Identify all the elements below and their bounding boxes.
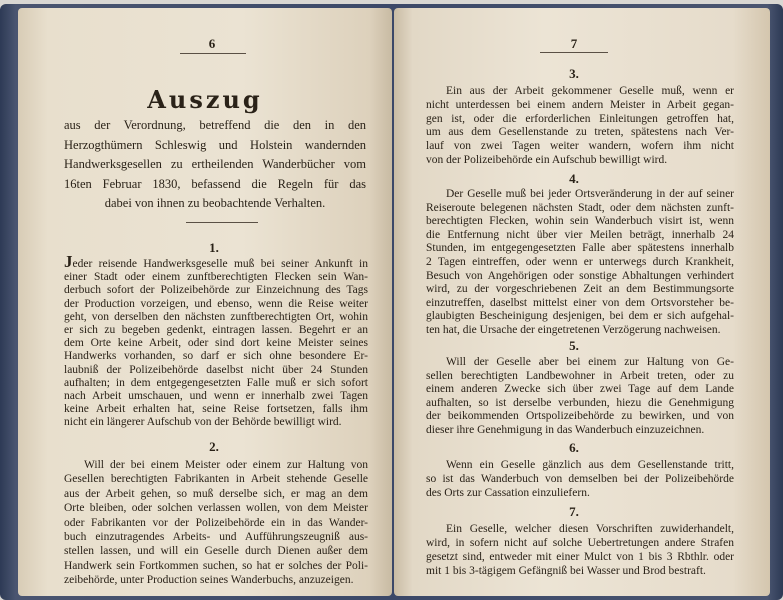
text-line-content: derbuch sofort der Polizeibehörde zur Einzeichnung des Tags — [64, 284, 368, 297]
text-line — [426, 356, 734, 370]
text-line — [426, 324, 734, 338]
text-line — [426, 564, 734, 578]
text-line — [64, 116, 366, 136]
text-line-content: aufhalten; in dem entgegengesetzten Falle muß er sich sofort — [64, 376, 368, 389]
text-line-content: Besuch von Angehörigen oder sonstige Abhaltungen verhindert — [426, 269, 734, 282]
divider — [540, 52, 608, 53]
text-line-content: dabei von ihnen zu beobachtende Verhalten. — [104, 196, 326, 210]
text-line-content: geht, von derselben den nächsten zunftberechtigten Ort, wohin — [64, 310, 368, 323]
text-line-content: aus der Verordnung, betreffend die den in den — [64, 118, 366, 132]
text-line-content: Jeder reisende Handwerksgeselle muß bei seiner Ankunft in — [64, 252, 368, 271]
text-line-content: Handwerk sein Fortkommen suchen, so hat er solches der Poli- — [64, 559, 368, 572]
text-line — [64, 458, 368, 472]
text-line — [64, 311, 368, 324]
text-line — [64, 472, 368, 486]
divider — [186, 222, 258, 223]
text-line — [426, 550, 734, 564]
text-line-content: dieser ihre Genehmigung in das Wanderbuch einzuzeichnen. — [426, 423, 705, 436]
section-number: 3. — [569, 66, 579, 81]
text-line — [426, 424, 734, 438]
section-number: 7. — [569, 504, 579, 519]
section-number: 5. — [569, 338, 579, 353]
text-line — [426, 536, 734, 550]
text-line — [426, 472, 734, 486]
text-line-content: der beikommenden Ortspolizeibehörde zu bewirken, und von — [426, 410, 734, 423]
text-line-content: die Entfernung nicht über vier Meilen beträgt, innerhalb 24 — [426, 228, 734, 241]
text-line-content: buch einzutragendes Arbeits- und Aufführungszeugniß aus- — [64, 530, 368, 543]
text-line — [64, 350, 368, 363]
text-line-content: Handwerks vorhanden, so darf er sich ohne besondere Er- — [64, 350, 368, 363]
text-line — [426, 154, 734, 168]
text-line-content: Handwerksgesellen zu ertheilenden Wanderbücher vom — [64, 157, 366, 171]
text-line-content: stellen lassen, und will ein Geselle durch Dienen außer dem — [64, 545, 368, 558]
text-line — [426, 113, 734, 127]
text-line — [426, 410, 734, 424]
text-line-content: laubniß der Polizeibehörde daselbst nicht über 24 Stunden — [64, 363, 368, 376]
text-line-content: Will der Geselle aber bei einem zur Haltung von Ge- — [446, 356, 734, 368]
section-5-text — [426, 356, 734, 438]
text-line-content: berechtigten Flecken, wohin sein Wanderbuch visirt ist, wenn — [426, 215, 734, 228]
text-line — [64, 252, 368, 271]
subtitle — [64, 116, 366, 214]
text-line — [426, 370, 734, 384]
text-line-content: von der Polizeibehörde ein Aufschub bewilligt wird. — [426, 153, 668, 166]
section-7-text — [426, 522, 734, 578]
text-line-content: aus der Arbeit gehen, so muß derselbe sich, er mag an dem — [64, 487, 368, 500]
text-line — [426, 202, 734, 216]
text-line-content: 2 Tagen eintreffen, oder wenn er unterwegs durch Krankheit, — [426, 255, 734, 268]
text-line — [64, 337, 368, 350]
text-line-content: Herzogthümern Schleswig und Holstein wandernden — [64, 137, 366, 152]
text-line — [426, 310, 734, 324]
text-line-content: Der Geselle muß bei jeder Ortsveränderung in der auf seiner — [446, 188, 734, 200]
section-number: 6. — [569, 440, 579, 455]
text-line — [426, 283, 734, 297]
text-line — [426, 99, 734, 113]
text-line — [64, 390, 368, 403]
page-number: 7 — [570, 36, 578, 51]
text-line-content: lauf von zwei Tagen weiter wandern, wofern ihm nicht — [426, 140, 734, 153]
text-line — [64, 530, 368, 544]
text-line-content: Wenn ein Geselle gänzlich aus dem Gesellenstande tritt, — [446, 459, 734, 471]
text-line-content: glaubigten Bescheinigung desjenigen, bei dem er sich aufgehal- — [426, 310, 734, 323]
text-line-content: nicht ein längerer Aufschub von der Behörde bewilligt wird. — [64, 416, 342, 429]
text-line — [64, 175, 366, 195]
text-line-content: Ein aus der Arbeit gekommener Geselle muß, wenn er — [446, 85, 734, 97]
text-line-content: wird, in sofern nicht auf solche Uebertretungen andere Strafen — [426, 537, 734, 549]
text-line — [64, 271, 368, 284]
text-line-content: einer Stadt oder einem zunftberechtigten Flecken sein Wan- — [64, 271, 368, 284]
section-3-text — [426, 85, 734, 168]
text-line-content: des Orts zur Cassation einzuliefern. — [426, 487, 590, 499]
text-line — [64, 298, 368, 311]
text-line-content: zeibehörde, unter Production seines Wanderbuchs, anzuzeigen. — [64, 574, 354, 587]
text-line — [426, 486, 734, 500]
page-number: 6 — [208, 36, 216, 51]
text-line-content: Gesellen berechtigten Fabrikanten in Arbeit stehende Geselle — [64, 473, 368, 486]
text-line — [64, 403, 368, 416]
text-line-content: wird, zu der vorgeschriebenen Zeit an dem Bestimmungsorte — [426, 283, 734, 296]
text-line-content: keine Arbeit erhalten hat, seine Reise fortsetzen, falls ihm — [64, 403, 368, 416]
text-line — [64, 516, 368, 530]
section-number: 4. — [569, 171, 579, 186]
text-line — [426, 458, 734, 472]
text-line-content: Reiseroute belegenen nächsten Stadt, oder dem nächsten zunft- — [426, 201, 734, 214]
text-line-content: mit 1 bis 3-tägigem Gefängniß bei Wasser und Brod bestraft. — [426, 565, 706, 577]
text-line-content: Will der bei einem Meister oder einem zur Haltung von — [84, 459, 368, 471]
section-number: 1. — [209, 240, 219, 255]
text-line — [64, 501, 368, 515]
text-line — [64, 364, 368, 377]
text-line — [426, 229, 734, 243]
text-line — [64, 194, 366, 214]
text-line-content: Stunden, im entgegengesetzten Falle aber spätestens innerhalb — [426, 242, 734, 255]
text-line — [64, 544, 368, 558]
text-line-content: nicht unterdessen bei einem andern Meister in Arbeit gegan- — [426, 98, 734, 111]
section-number: 2. — [209, 439, 219, 454]
text-line — [64, 487, 368, 501]
text-line-content: ten hat, die Ursache der eingetretenen Verzögerung nachweisen. — [426, 323, 721, 336]
text-line — [426, 256, 734, 270]
text-line — [426, 140, 734, 154]
text-line-content: aufhalten, so ist derselbe verbunden, hiezu die Genehmigung — [426, 396, 734, 409]
section-6-text — [426, 458, 734, 500]
text-line — [426, 126, 734, 140]
text-line — [426, 242, 734, 256]
text-line-content: Orte bleiben, oder solchen verlassen wollen, von dem Meister — [64, 502, 368, 515]
divider — [180, 53, 246, 54]
section-4-text — [426, 188, 734, 338]
text-line-content: der Production vorzeigen, und ebenso, wenn die Reise weiter — [64, 297, 368, 310]
text-line-content: nach Arbeit umschauen, und wenn er innerhalb zwei Tagen — [64, 389, 368, 402]
text-line — [64, 155, 366, 175]
section-2-text — [64, 458, 368, 588]
text-line — [426, 188, 734, 202]
text-line — [426, 85, 734, 99]
text-line — [426, 297, 734, 311]
text-line — [426, 383, 734, 397]
text-line-content: dem Orte keine Arbeit, oder sind dort keine Meister seines — [64, 337, 368, 350]
section-1-text — [64, 252, 368, 429]
text-line-content: um aus dem Gesellenstande zu treten, spätestens nach Ver- — [426, 126, 734, 139]
text-line-content: gesetzt sind, entweder mit einer Mulct von 1 bis 3 Rbthlr. oder — [426, 551, 734, 563]
text-line — [64, 284, 368, 297]
text-line — [64, 324, 368, 337]
text-line-content: sellen berechtigten Landbewohner in Arbeit treten, oder zu — [426, 369, 734, 382]
text-line — [426, 522, 734, 536]
text-line-content: gen ist, oder die erforderlichen Einleitungen getroffen hat, — [426, 112, 734, 125]
text-line-content: einzutreffen, daselbst mittelst einer von dem Ortsvorsteher be- — [426, 296, 734, 309]
text-line — [426, 397, 734, 411]
text-line-content: Ein Geselle, welcher diesen Vorschriften zuwiderhandelt, — [446, 523, 734, 535]
right-page — [394, 8, 770, 596]
text-line — [64, 136, 366, 156]
text-line — [64, 377, 368, 390]
text-line-content: so ist das Wanderbuch von demselben bei der Polizeibehörde — [426, 473, 734, 485]
text-line-content: oder Fabrikanten vor der Polizeibehörde ein in das Wander- — [64, 516, 368, 529]
text-line — [426, 270, 734, 284]
text-line — [64, 416, 368, 429]
drop-initial: J — [64, 252, 73, 271]
text-line-content: 16ten Februar 1830, befassend die Regeln für das — [64, 176, 366, 191]
text-line-content: er sich zu begeben gedenkt, eintragen lassen. Begehrt er an — [64, 323, 368, 336]
text-line — [64, 559, 368, 573]
document-title: Auszug — [147, 85, 263, 114]
text-line-content: einem anderen Zwecke sich über zwei Tage auf dem Lande — [426, 383, 734, 396]
text-line — [64, 573, 368, 587]
left-page — [18, 8, 392, 596]
text-line — [426, 215, 734, 229]
